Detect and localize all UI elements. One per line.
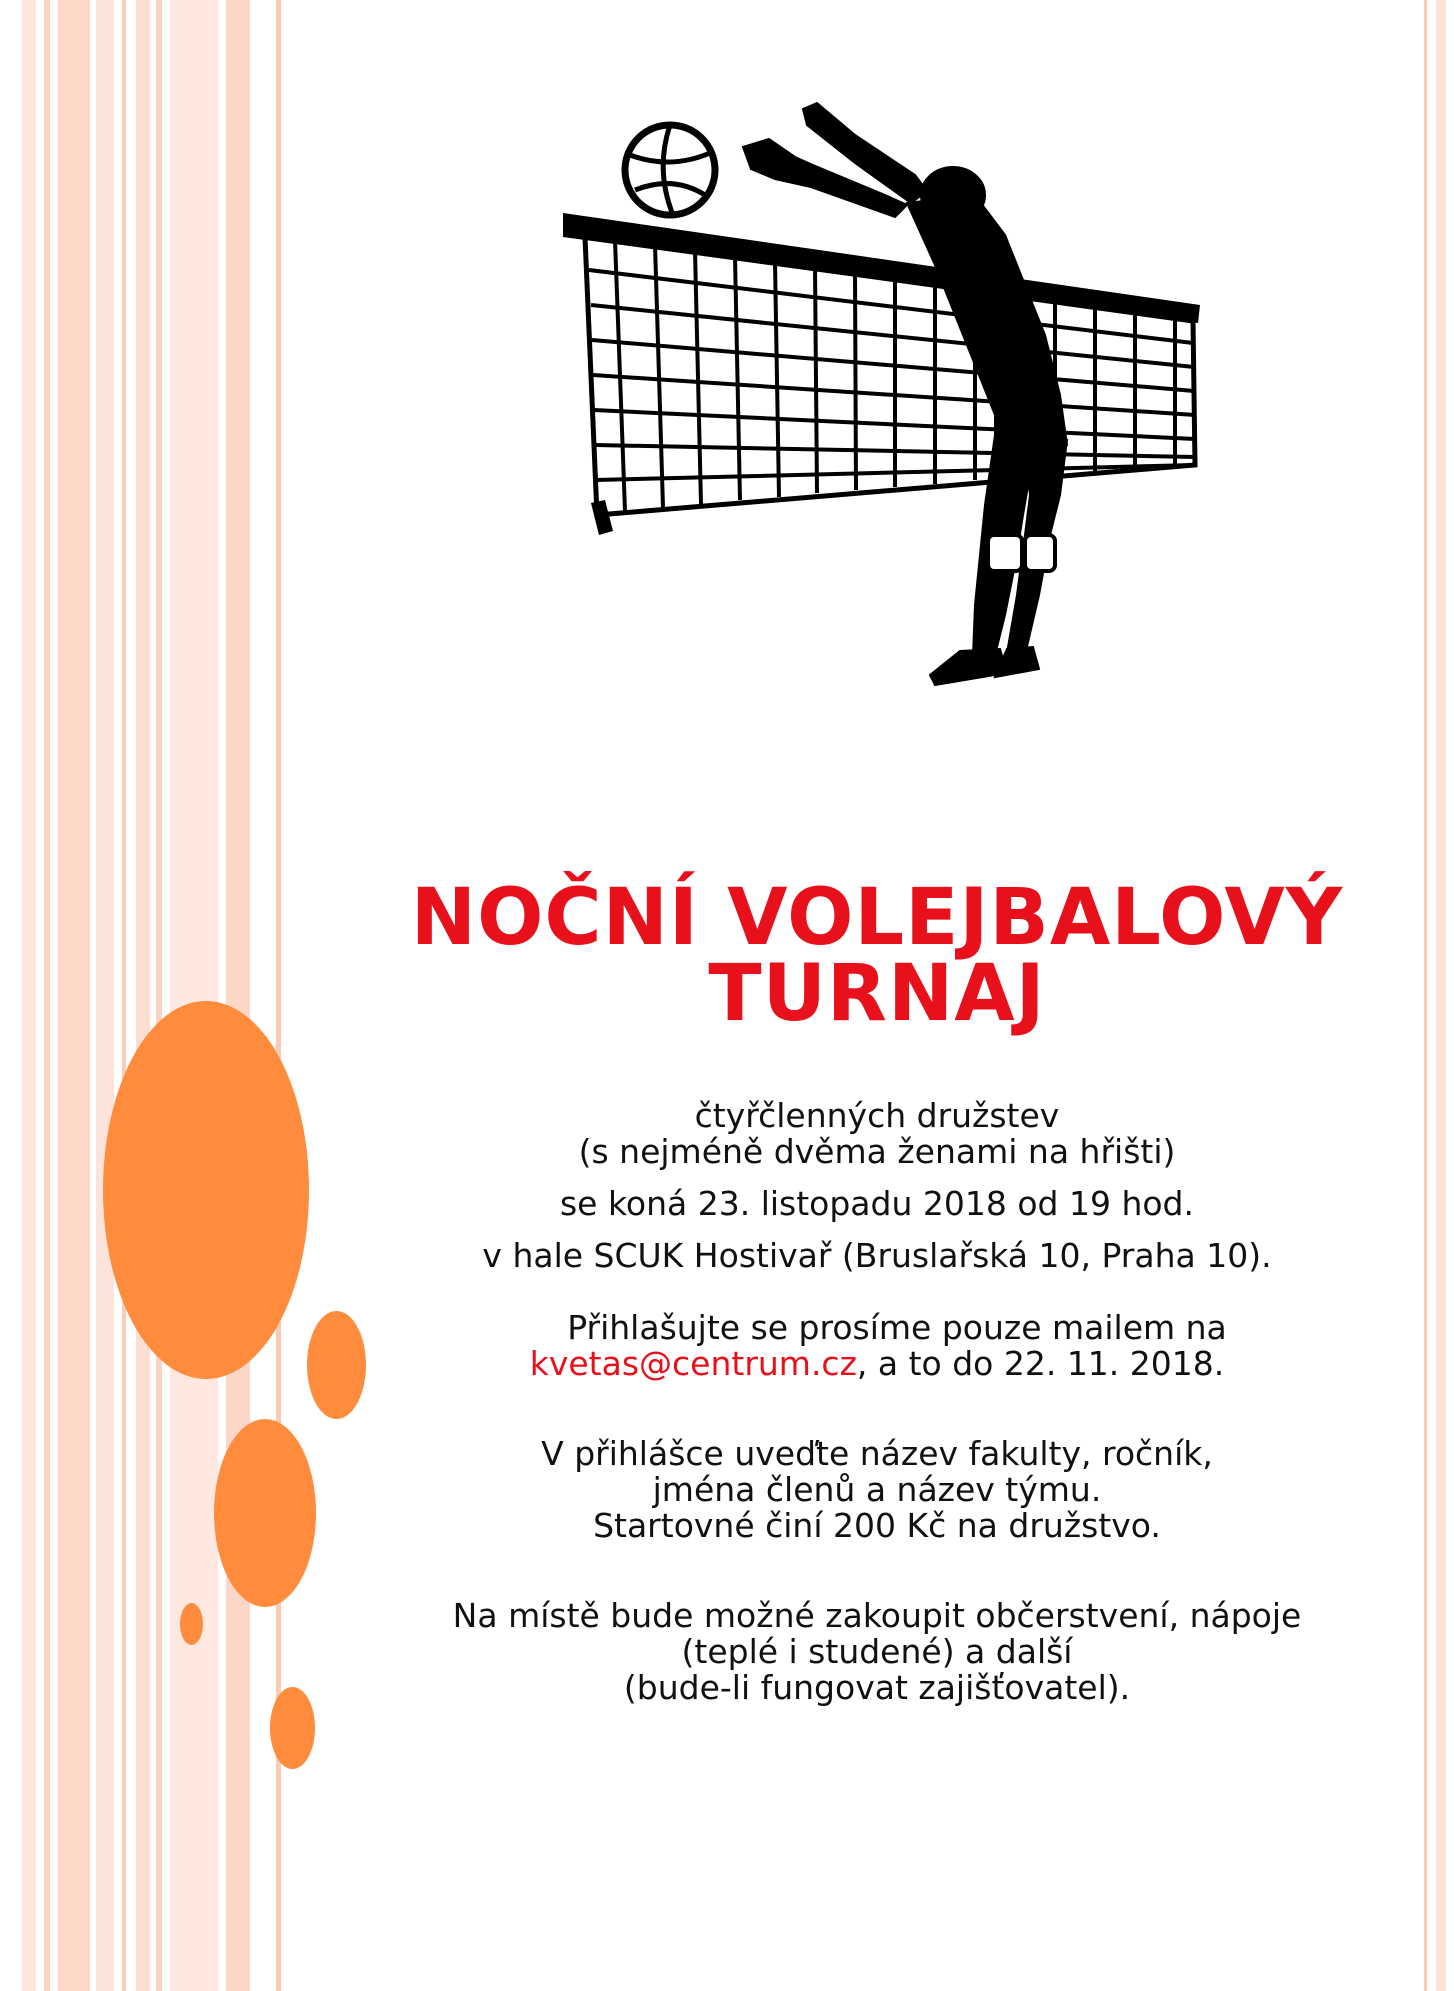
details-line-4: v hale SCUK Hostivař (Bruslařská 10, Praha 10). [482,1236,1272,1275]
refreshments-line-1: Na místě bude možné zakoupit občerstvení, nápoje [452,1596,1302,1635]
application-line-1: V přihlášce uveďte název fakulty, ročník, [541,1434,1213,1473]
email-link[interactable]: kvetas@centrum.cz [529,1344,857,1383]
refreshments-line-2: (teplé i studené) a další [681,1632,1073,1671]
title-line-2: TURNAJ [708,949,1046,1039]
volleyball-icon [625,125,715,215]
volleyball-net-icon [563,213,1200,535]
application-line-3: Startovné činí 200 Kč na družstvo. [593,1506,1161,1545]
details-line-3: se koná 23. listopadu 2018 od 19 hod. [559,1184,1194,1223]
registration-line-1: Přihlašujte se prosíme pouze mailem na [567,1308,1227,1347]
details-line-1: čtyřčlenných družstev [694,1096,1060,1135]
application-line-2: jména členů a název týmu. [652,1470,1102,1509]
volleyball-player-icon [555,95,1255,765]
decorative-circle-large [103,1001,309,1379]
registration-deadline: , a to do 22. 11. 2018. [856,1344,1225,1383]
title-line-1: NOČNÍ VOLEJBALOVÝ [410,873,1344,963]
decorative-circle-tiny [180,1603,203,1645]
details-line-2: (s nejméně dvěma ženami na hřišti) [578,1132,1176,1171]
page-title [300,873,1454,1039]
refreshments-line-3: (bude-li fungovat zajišťovatel). [623,1668,1131,1707]
event-details [300,1098,1454,1706]
registration-line-2 [300,1346,1454,1382]
